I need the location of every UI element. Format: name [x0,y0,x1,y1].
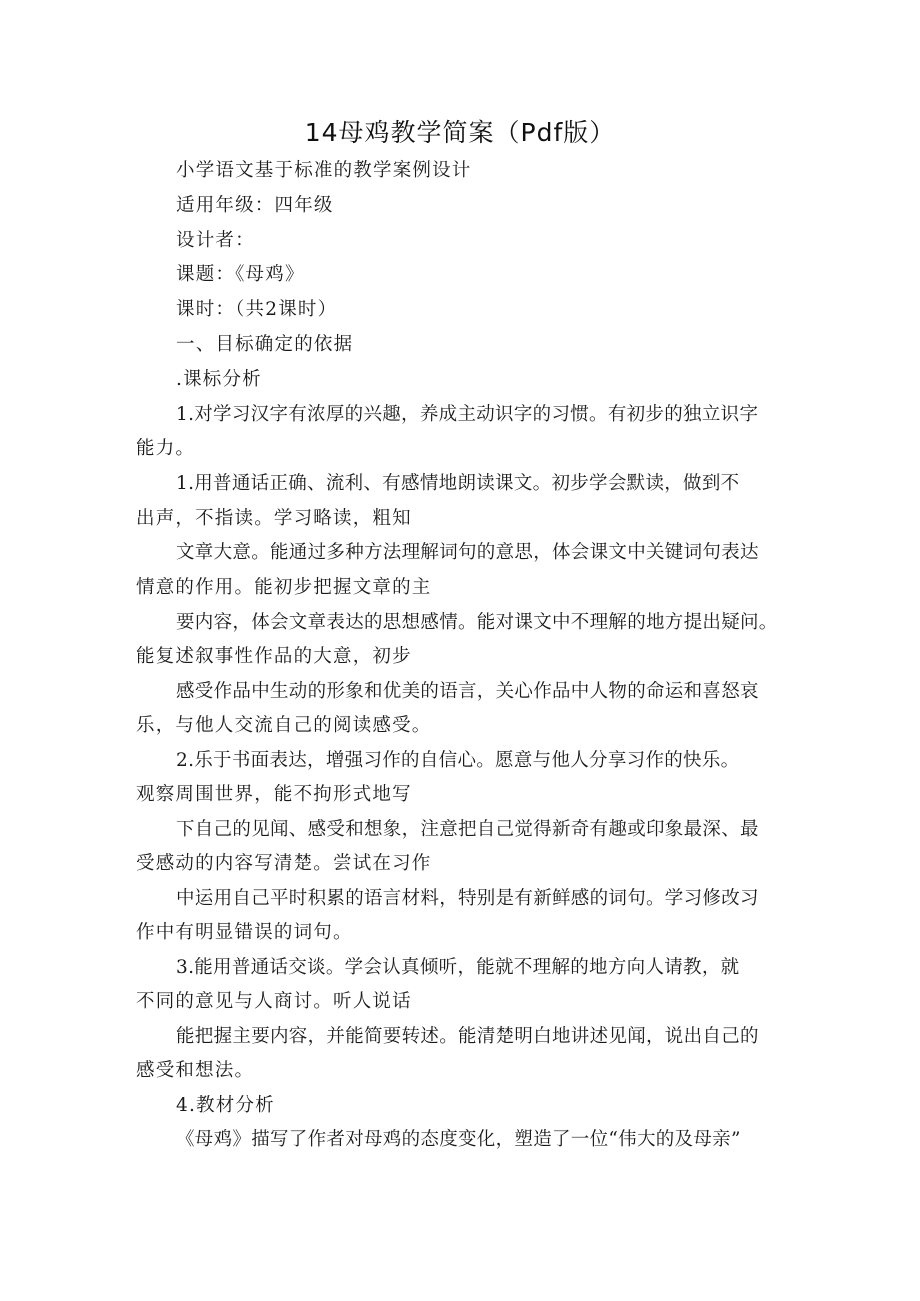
subsection-heading: 4.教材分析 [176,1095,275,1116]
paragraph-line: 下自己的见闻、感受和想象，注意把自己觉得新奇有趣或印象最深、最 [176,819,759,840]
grade-line: 适用年级：四年级 [176,195,334,216]
paragraph-line: 能复述叙事性作品的大意，初步 [136,646,412,667]
paragraph-line: 要内容，体会文章表达的思想感情。能对课文中不理解的地方提出疑问。 [176,612,778,633]
paragraph-line: 中运用自己平时积累的语言材料，特别是有新鲜感的词句。学习修改习 [176,888,759,909]
paragraph-line: 感受作品中生动的形象和优美的语言，关心作品中人物的命运和喜怒哀 [176,681,759,702]
subtitle-line: 小学语文基于标准的教学案例设计 [176,160,472,181]
paragraph-line: 能把握主要内容，并能简要转述。能清楚明白地讲述见闻，说出自己的 [176,1026,759,1047]
period-line: 课时：（共2课时） [176,299,338,320]
paragraph-line: 《母鸡》描写了作者对母鸡的态度变化，塑造了一位“伟大的及母亲” [176,1129,741,1150]
document-title: 14母鸡教学简案（Pdf版） [304,118,616,147]
paragraph-line: 1.用普通话正确、流利、有感情地朗读课文。初步学会默读，做到不 [176,473,740,494]
paragraph-line: 受感动的内容写清楚。尝试在习作 [136,853,432,874]
paragraph-line: 2.乐于书面表达，增强习作的自信心。愿意与他人分享习作的快乐。 [176,750,740,771]
paragraph-line: 能力。 [136,438,196,459]
section-heading: 一、目标确定的依据 [176,334,354,355]
paragraph-line: 感受和想法。 [136,1060,255,1081]
paragraph-line: 观察周围世界，能不拘形式地写 [136,784,412,805]
paragraph-line: 1.对学习汉字有浓厚的兴趣，养成主动识字的习惯。有初步的独立识字 [176,404,759,425]
subsection-heading: .课标分析 [176,369,262,390]
paragraph-line: 3.能用普通话交谈。学会认真倾听，能就不理解的地方向人请教，就 [176,957,740,978]
topic-line: 课题：《母鸡》 [176,264,305,285]
designer-line: 设计者： [176,230,255,251]
paragraph-line: 乐，与他人交流自己的阅读感受。 [136,715,432,736]
paragraph-line: 文章大意。能通过多种方法理解词句的意思，体会课文中关键词句表达 [176,542,759,563]
paragraph-line: 情意的作用。能初步把握文章的主 [136,577,432,598]
paragraph-line: 作中有明显错误的词句。 [136,922,353,943]
paragraph-line: 不同的意见与人商讨。听人说话 [136,991,412,1012]
paragraph-line: 出声，不指读。学习略读，粗知 [136,508,412,529]
